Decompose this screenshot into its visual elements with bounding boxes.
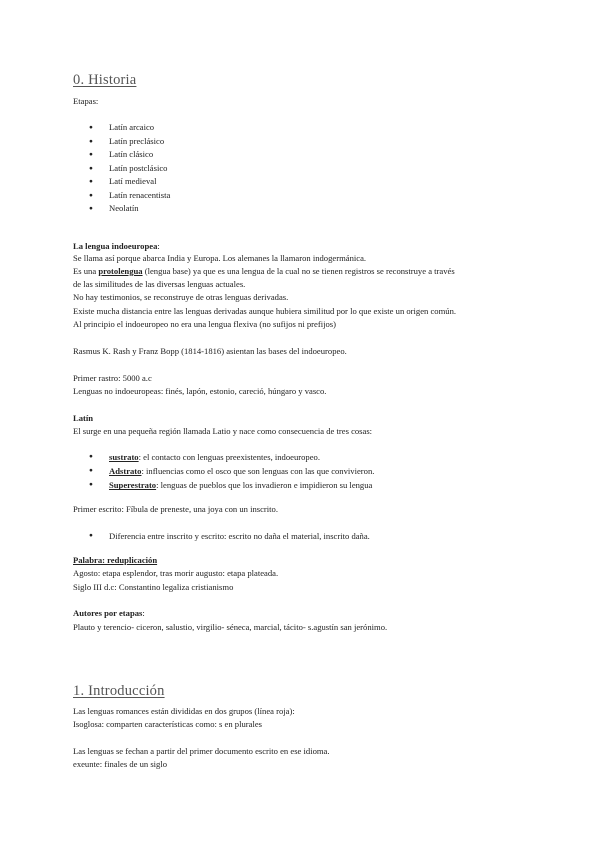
latin-title — [73, 412, 93, 426]
autores-text: Plauto y terencio- ciceron, salustio, virgilio- séneca, marcial, tácito- s.agustín san jerónimo. — [73, 622, 388, 632]
latin-title-text: Latín — [73, 413, 94, 423]
term: sustrato — [109, 452, 139, 462]
diferencia-list — [73, 529, 370, 543]
text: : el contacto con lenguas preexistentes, indoeuropeo. — [138, 452, 320, 462]
autores-title — [73, 607, 145, 621]
primer-escrito: Primer escrito: Fíbula de preneste, una joya con un inscrito. — [73, 504, 279, 514]
list-item: ● Diferencia entre inscrito y escrito: escrito no daña el material, inscrito daña. — [73, 529, 370, 543]
primer-rastro: Primer rastro: 5000 a.c — [73, 373, 152, 383]
palabra-line-2: Siglo III d.c: Constantino legaliza cristianismo — [73, 582, 234, 592]
indoeuropeo-title: La lengua indoeuropea — [73, 241, 158, 251]
list-item: ● Latí medieval — [73, 175, 170, 189]
indo-line-4: No hay testimonios, se reconstruye de otras lenguas derivadas. — [73, 292, 289, 302]
term: Superestrato — [109, 480, 157, 491]
list-item — [73, 464, 374, 478]
latin-list — [73, 450, 374, 493]
list-item — [73, 478, 374, 492]
palabra-line-1: Agosto: etapa esplendor, tras morir augusto: etapa plateada. — [73, 568, 279, 578]
list-item — [73, 450, 374, 464]
list-item: ● Neolatín — [73, 202, 170, 216]
indo-line-5: Existe mucha distancia entre las lenguas derivadas aunque hubiera similitud por lo que existe un origen común. — [73, 306, 457, 316]
term: Adstrato — [109, 466, 142, 477]
text: : lenguas de pueblos que los invadieron e impidieron su lengua — [156, 480, 373, 491]
colon: : — [157, 241, 160, 251]
heading-historia: 0. Historia — [73, 72, 137, 88]
autores-title-text: Autores por etapas — [73, 608, 143, 618]
list-item: ● Latín arcaico — [73, 121, 170, 135]
list-item: ● Latín preclásico — [73, 135, 170, 149]
indo-line-6: Al principio el indoeuropeo no era una lengua flexiva (no sufijos ni prefijos) — [73, 319, 336, 329]
latin-text: El surge en una pequeña región llamada Latio y nace como consecuencia de tres cosas: — [73, 426, 373, 436]
intro-line-1: Las lenguas romances están divididas en dos grupos (línea roja): — [73, 706, 295, 716]
list-item: ● Latín renacentista — [73, 189, 170, 203]
list-item: ● Latín postclásico — [73, 162, 170, 176]
protolengua-term: protolengua — [98, 266, 143, 276]
colon: : — [142, 608, 145, 618]
etapas-list — [73, 121, 170, 216]
text: : influencias como el osco que son lenguas con las que convivieron. — [141, 466, 375, 477]
heading-introduccion: 1. Introducción — [73, 683, 165, 699]
intro-line-4: exeunte: finales de un siglo — [73, 759, 168, 769]
list-item: ● Latín clásico — [73, 148, 170, 162]
protolengua-line — [73, 265, 455, 279]
text: (lengua base) ya que es una lengua de la cual no se tienen registros se reconstruye a través — [142, 266, 455, 276]
palabra-title — [73, 554, 157, 568]
indo-line-1: Se llama así porque abarca India y Europa. Los alemanes la llamaron indogermánica. — [73, 253, 367, 263]
palabra-title-text: Palabra: reduplicación — [73, 555, 158, 565]
indo-line-3: de las similitudes de las diversas lenguas actuales. — [73, 279, 246, 289]
etapas-label: Etapas: — [73, 96, 99, 106]
intro-line-3: Las lenguas se fechan a partir del primer documento escrito en ese idioma. — [73, 746, 330, 756]
intro-line-2: Isoglosa: comparten características como: s en plurales — [73, 719, 262, 729]
lenguas-no-indoeuropeas: Lenguas no indoeuropeas: finés, lapón, estonio, careció, húngaro y vasco. — [73, 386, 327, 396]
rasmus-line: Rasmus K. Rash y Franz Bopp (1814-1816) asientan las bases del indoeuropeo. — [73, 346, 347, 356]
text: Es una — [73, 266, 99, 276]
